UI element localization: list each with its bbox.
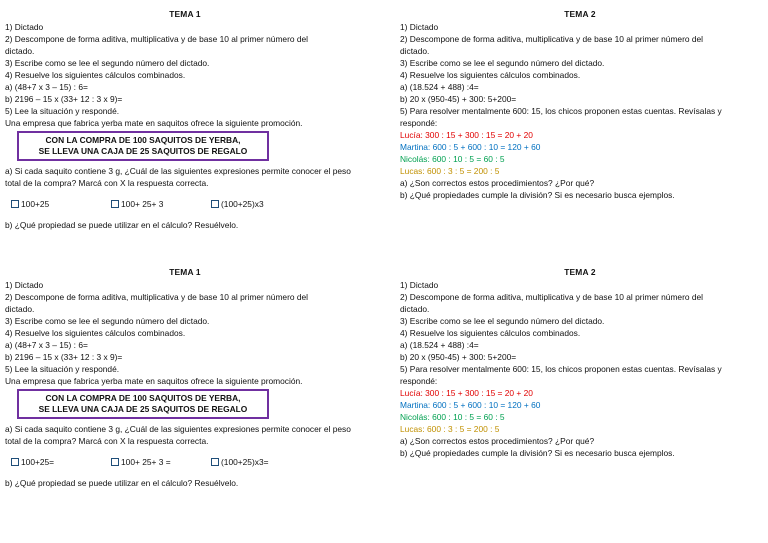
line: 5) Lee la situación y respondé. xyxy=(5,364,120,374)
checkbox-icon[interactable] xyxy=(211,458,219,466)
question-a: a) Si cada saquito contiene 3 g, ¿Cuál de las siguientes expresiones permite conocer el peso total de la compra? Marcá con X la respuesta correcta. xyxy=(5,424,351,446)
line: 3) Escribe como se lee el segundo número del dictado. xyxy=(5,316,210,326)
line: b) 2196 – 15 x (33+ 12 : 3 x 9)= xyxy=(5,352,123,362)
line: 4) Resuelve los siguientes cálculos combinados. xyxy=(5,328,186,338)
line: Una empresa que fabrica yerba mate en saquitos ofrece la siguiente promoción. xyxy=(5,376,303,386)
options xyxy=(5,197,365,211)
tema1-title: TEMA 1 xyxy=(169,267,201,277)
line: 2) Descompone de forma aditiva, multiplicativa y de base 10 al primer número del xyxy=(5,34,309,44)
option[interactable] xyxy=(11,456,111,468)
promo-line: CON LA COMPRA DE 100 SAQUITOS DE YERBA, xyxy=(45,393,241,403)
promo-box xyxy=(17,389,269,419)
option-label: (100+25)x3= xyxy=(221,457,269,467)
line: 1) Dictado xyxy=(400,280,439,290)
line: 2) Descompone de forma aditiva, multiplicativa y de base 10 al primer número del xyxy=(400,34,704,44)
line: a) (48+7 x 3 – 15) : 6= xyxy=(5,340,88,350)
line: 5) Lee la situación y respondé. xyxy=(5,106,120,116)
checkbox-icon[interactable] xyxy=(111,458,119,466)
question-b: b) ¿Qué propiedad se puede utilizar en el cálculo? Resuélvelo. xyxy=(5,478,239,488)
answer-nicolas: Nicolás: 600 : 10 : 5 = 60 : 5 xyxy=(400,412,505,422)
checkbox-icon[interactable] xyxy=(11,200,19,208)
answer-lucas: Lucas: 600 : 3 : 5 = 200 : 5 xyxy=(400,424,500,434)
tema1-title: TEMA 1 xyxy=(169,9,201,19)
line: 1) Dictado xyxy=(400,22,439,32)
question-b: b) ¿Qué propiedad se puede utilizar en el cálculo? Resuélvelo. xyxy=(5,220,239,230)
line: 2) Descompone de forma aditiva, multiplicativa y de base 10 al primer número del xyxy=(400,292,704,302)
tema1-bottom xyxy=(5,266,365,489)
question-b: b) ¿Qué propiedades cumple la división? Si es necesario busca ejemplos. xyxy=(400,448,675,458)
line: b) 20 x (950-45) + 300: 5+200= xyxy=(400,94,517,104)
answer-lucas: Lucas: 600 : 3 : 5 = 200 : 5 xyxy=(400,166,500,176)
question-a: a) ¿Son correctos estos procedimientos? ¿Por qué? xyxy=(400,436,595,446)
line: 3) Escribe como se lee el segundo número del dictado. xyxy=(400,316,605,326)
question-b: b) ¿Qué propiedades cumple la división? Si es necesario busca ejemplos. xyxy=(400,190,675,200)
line: Una empresa que fabrica yerba mate en saquitos ofrece la siguiente promoción. xyxy=(5,118,303,128)
promo-line: CON LA COMPRA DE 100 SAQUITOS DE YERBA, xyxy=(45,135,241,145)
line: 2) Descompone de forma aditiva, multiplicativa y de base 10 al primer número del xyxy=(5,292,309,302)
line: 4) Resuelve los siguientes cálculos combinados. xyxy=(400,328,581,338)
line: 1) Dictado xyxy=(5,22,44,32)
line: dictado. xyxy=(400,46,430,56)
option-label: 100+ 25+ 3 xyxy=(121,199,164,209)
answer-lucia: Lucía: 300 : 15 + 300 : 15 = 20 + 20 xyxy=(400,130,533,140)
line: 4) Resuelve los siguientes cálculos combinados. xyxy=(400,70,581,80)
promo-line: SE LLEVA UNA CAJA DE 25 SAQUITOS DE REGALO xyxy=(38,404,248,414)
checkbox-icon[interactable] xyxy=(111,200,119,208)
tema2-top xyxy=(400,8,760,201)
line: a) (18.524 + 488) :4= xyxy=(400,82,479,92)
option-label: 100+ 25+ 3 = xyxy=(121,457,171,467)
line: a) (48+7 x 3 – 15) : 6= xyxy=(5,82,88,92)
line: 3) Escribe como se lee el segundo número del dictado. xyxy=(5,58,210,68)
checkbox-icon[interactable] xyxy=(11,458,19,466)
tema2-bottom xyxy=(400,266,760,459)
answer-nicolas: Nicolás: 600 : 10 : 5 = 60 : 5 xyxy=(400,154,505,164)
question-a: a) ¿Son correctos estos procedimientos? ¿Por qué? xyxy=(400,178,595,188)
promo-box xyxy=(17,131,269,161)
option[interactable] xyxy=(11,198,111,210)
line: dictado. xyxy=(400,304,430,314)
option-label: 100+25= xyxy=(21,457,55,467)
promo-line: SE LLEVA UNA CAJA DE 25 SAQUITOS DE REGALO xyxy=(38,146,248,156)
option[interactable] xyxy=(211,198,264,210)
tema2-title: TEMA 2 xyxy=(564,9,596,19)
tema2-title: TEMA 2 xyxy=(564,267,596,277)
line: dictado. xyxy=(5,304,35,314)
tema1-top xyxy=(5,8,365,231)
question-a: a) Si cada saquito contiene 3 g, ¿Cuál de las siguientes expresiones permite conocer el peso total de la compra? Marcá con X la respuesta correcta. xyxy=(5,166,351,188)
problem: 5) Para resolver mentalmente 600: 15, los chicos proponen estas cuentas. Revísalas y respondé: xyxy=(400,364,722,386)
answer-lucia: Lucía: 300 : 15 + 300 : 15 = 20 + 20 xyxy=(400,388,533,398)
options xyxy=(5,455,365,469)
line: 4) Resuelve los siguientes cálculos combinados. xyxy=(5,70,186,80)
problem: 5) Para resolver mentalmente 600: 15, los chicos proponen estas cuentas. Revísalas y respondé: xyxy=(400,106,722,128)
option[interactable] xyxy=(211,456,269,468)
option-label: 100+25 xyxy=(21,199,50,209)
line: 3) Escribe como se lee el segundo número del dictado. xyxy=(400,58,605,68)
option[interactable] xyxy=(111,198,211,210)
line: 1) Dictado xyxy=(5,280,44,290)
checkbox-icon[interactable] xyxy=(211,200,219,208)
option[interactable] xyxy=(111,456,211,468)
option-label: (100+25)x3 xyxy=(221,199,264,209)
line: a) (18.524 + 488) :4= xyxy=(400,340,479,350)
answer-martina: Martina: 600 : 5 + 600 : 10 = 120 + 60 xyxy=(400,142,541,152)
answer-martina: Martina: 600 : 5 + 600 : 10 = 120 + 60 xyxy=(400,400,541,410)
line: b) 2196 – 15 x (33+ 12 : 3 x 9)= xyxy=(5,94,123,104)
line: dictado. xyxy=(5,46,35,56)
line: b) 20 x (950-45) + 300: 5+200= xyxy=(400,352,517,362)
